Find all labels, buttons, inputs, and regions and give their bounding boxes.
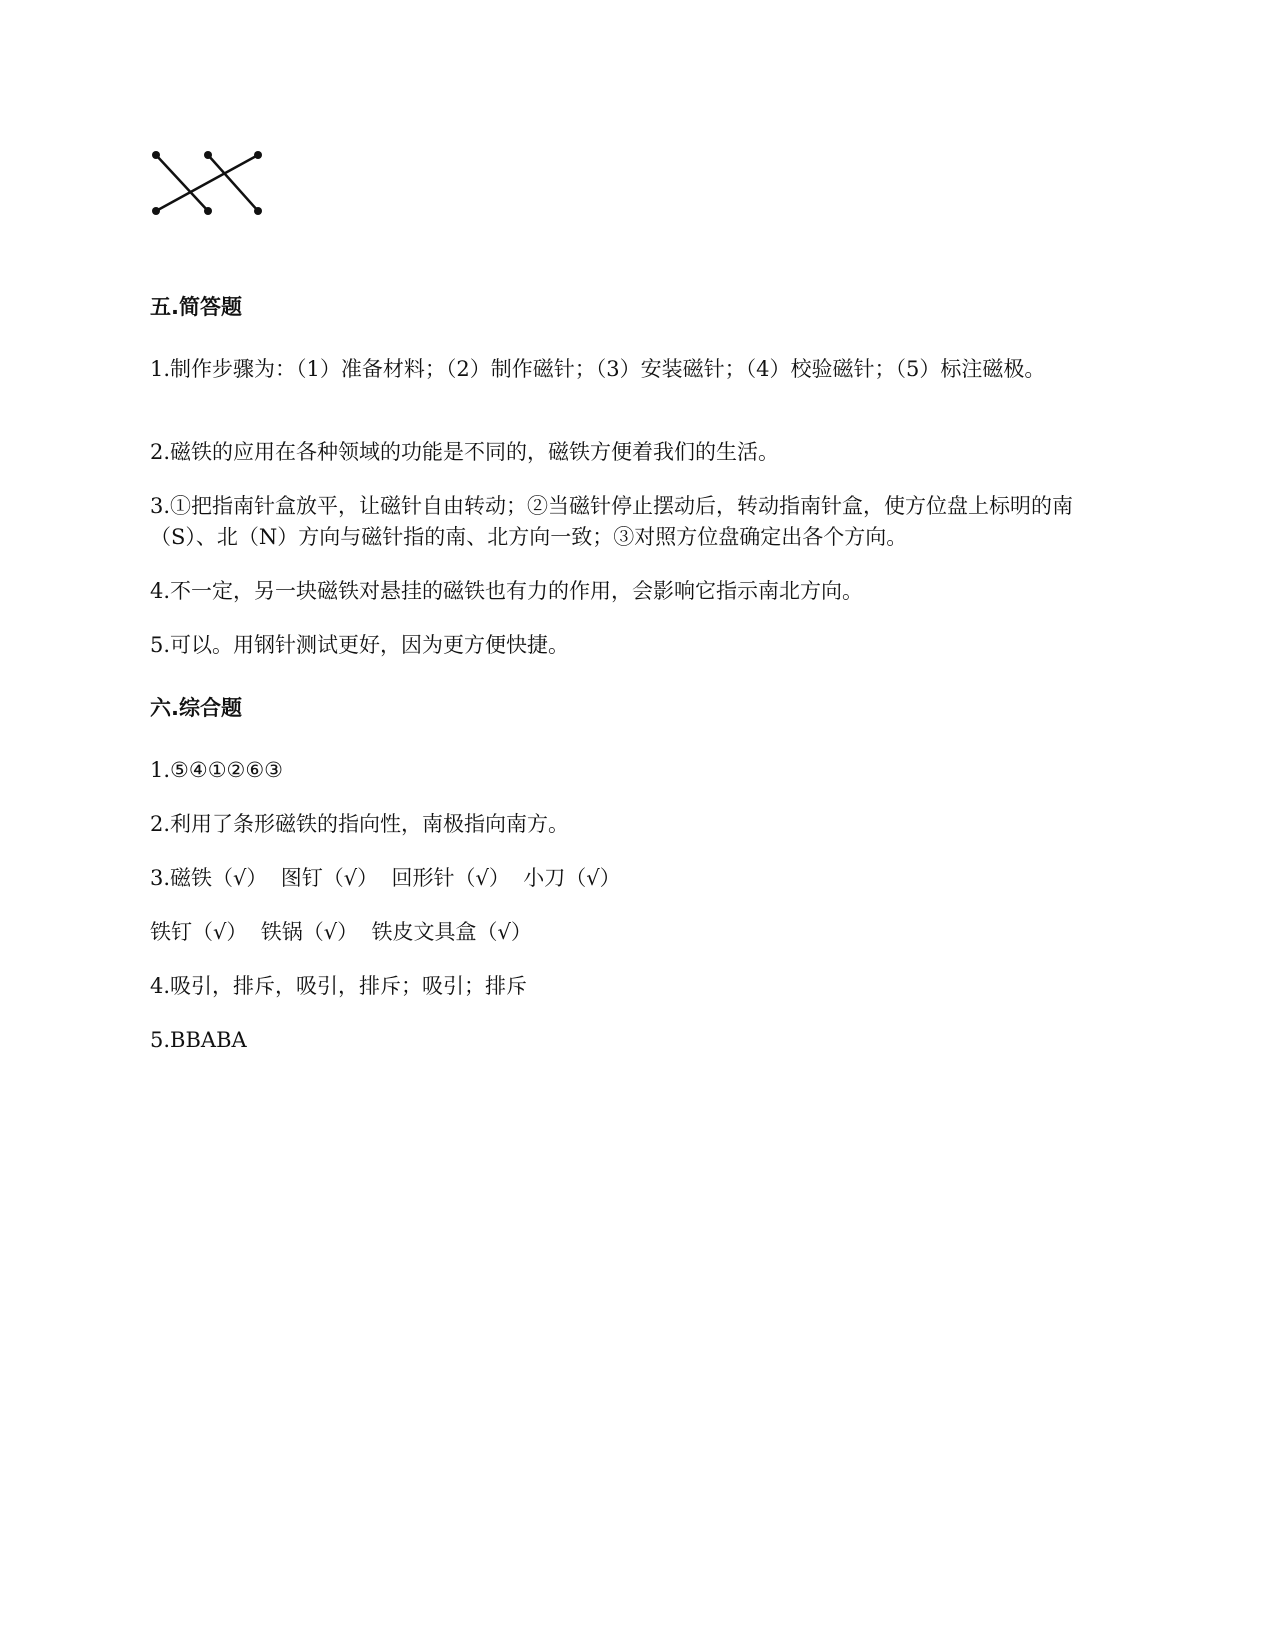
matching-dot-top-1 [152, 151, 160, 159]
matching-line-1 [156, 155, 208, 211]
matching-lines-figure [146, 145, 276, 230]
section-5-answer-4: 4.不一定，另一块磁铁对悬挂的磁铁也有力的作用，会影响它指示南北方向。 [150, 579, 864, 603]
section-6-answer-5: 5.BBABA [150, 1028, 247, 1052]
matching-dot-bottom-3 [254, 207, 262, 215]
section-5-answer-5: 5.可以。用钢针测试更好，因为更方便快捷。 [150, 633, 570, 657]
section-5-answer-3: 3.①把指南针盒放平，让磁针自由转动；②当磁针停止摆动后，转动指南针盒，使方位盘上标明的南（S）、北（N）方向与磁针指的南、北方向一致；③对照方位盘确定出各个方向。 [150, 494, 1074, 549]
matching-line-2 [208, 155, 258, 211]
section-6-title: 六.综合题 [150, 696, 242, 720]
section-5-answer-1: 1.制作步骤为：（1）准备材料；（2）制作磁针；（3）安装磁针；（4）校验磁针；（5）标注磁极。 [150, 357, 1046, 381]
answer-content [150, 292, 1115, 1056]
section-6-answer-1: 1.⑤④①②⑥③ [150, 758, 283, 782]
matching-dot-top-3 [254, 151, 262, 159]
matching-line-3 [156, 155, 258, 211]
matching-dot-bottom-2 [204, 207, 212, 215]
section-5-answer-2: 2.磁铁的应用在各种领域的功能是不同的，磁铁方便着我们的生活。 [150, 440, 780, 464]
section-6-answer-3-continued: 铁钉（√） 铁锅（√） 铁皮文具盒（√） [150, 920, 532, 944]
section-6-answer-3: 3.磁铁（√） 图钉（√） 回形针（√） 小刀（√） [150, 866, 621, 890]
section-5-title: 五.简答题 [150, 295, 242, 319]
matching-dot-top-2 [204, 151, 212, 159]
section-6-answer-2: 2.利用了条形磁铁的指向性，南极指向南方。 [150, 812, 570, 836]
matching-dot-bottom-1 [152, 207, 160, 215]
section-6-answer-4: 4.吸引，排斥，吸引，排斥；吸引；排斥 [150, 974, 528, 998]
